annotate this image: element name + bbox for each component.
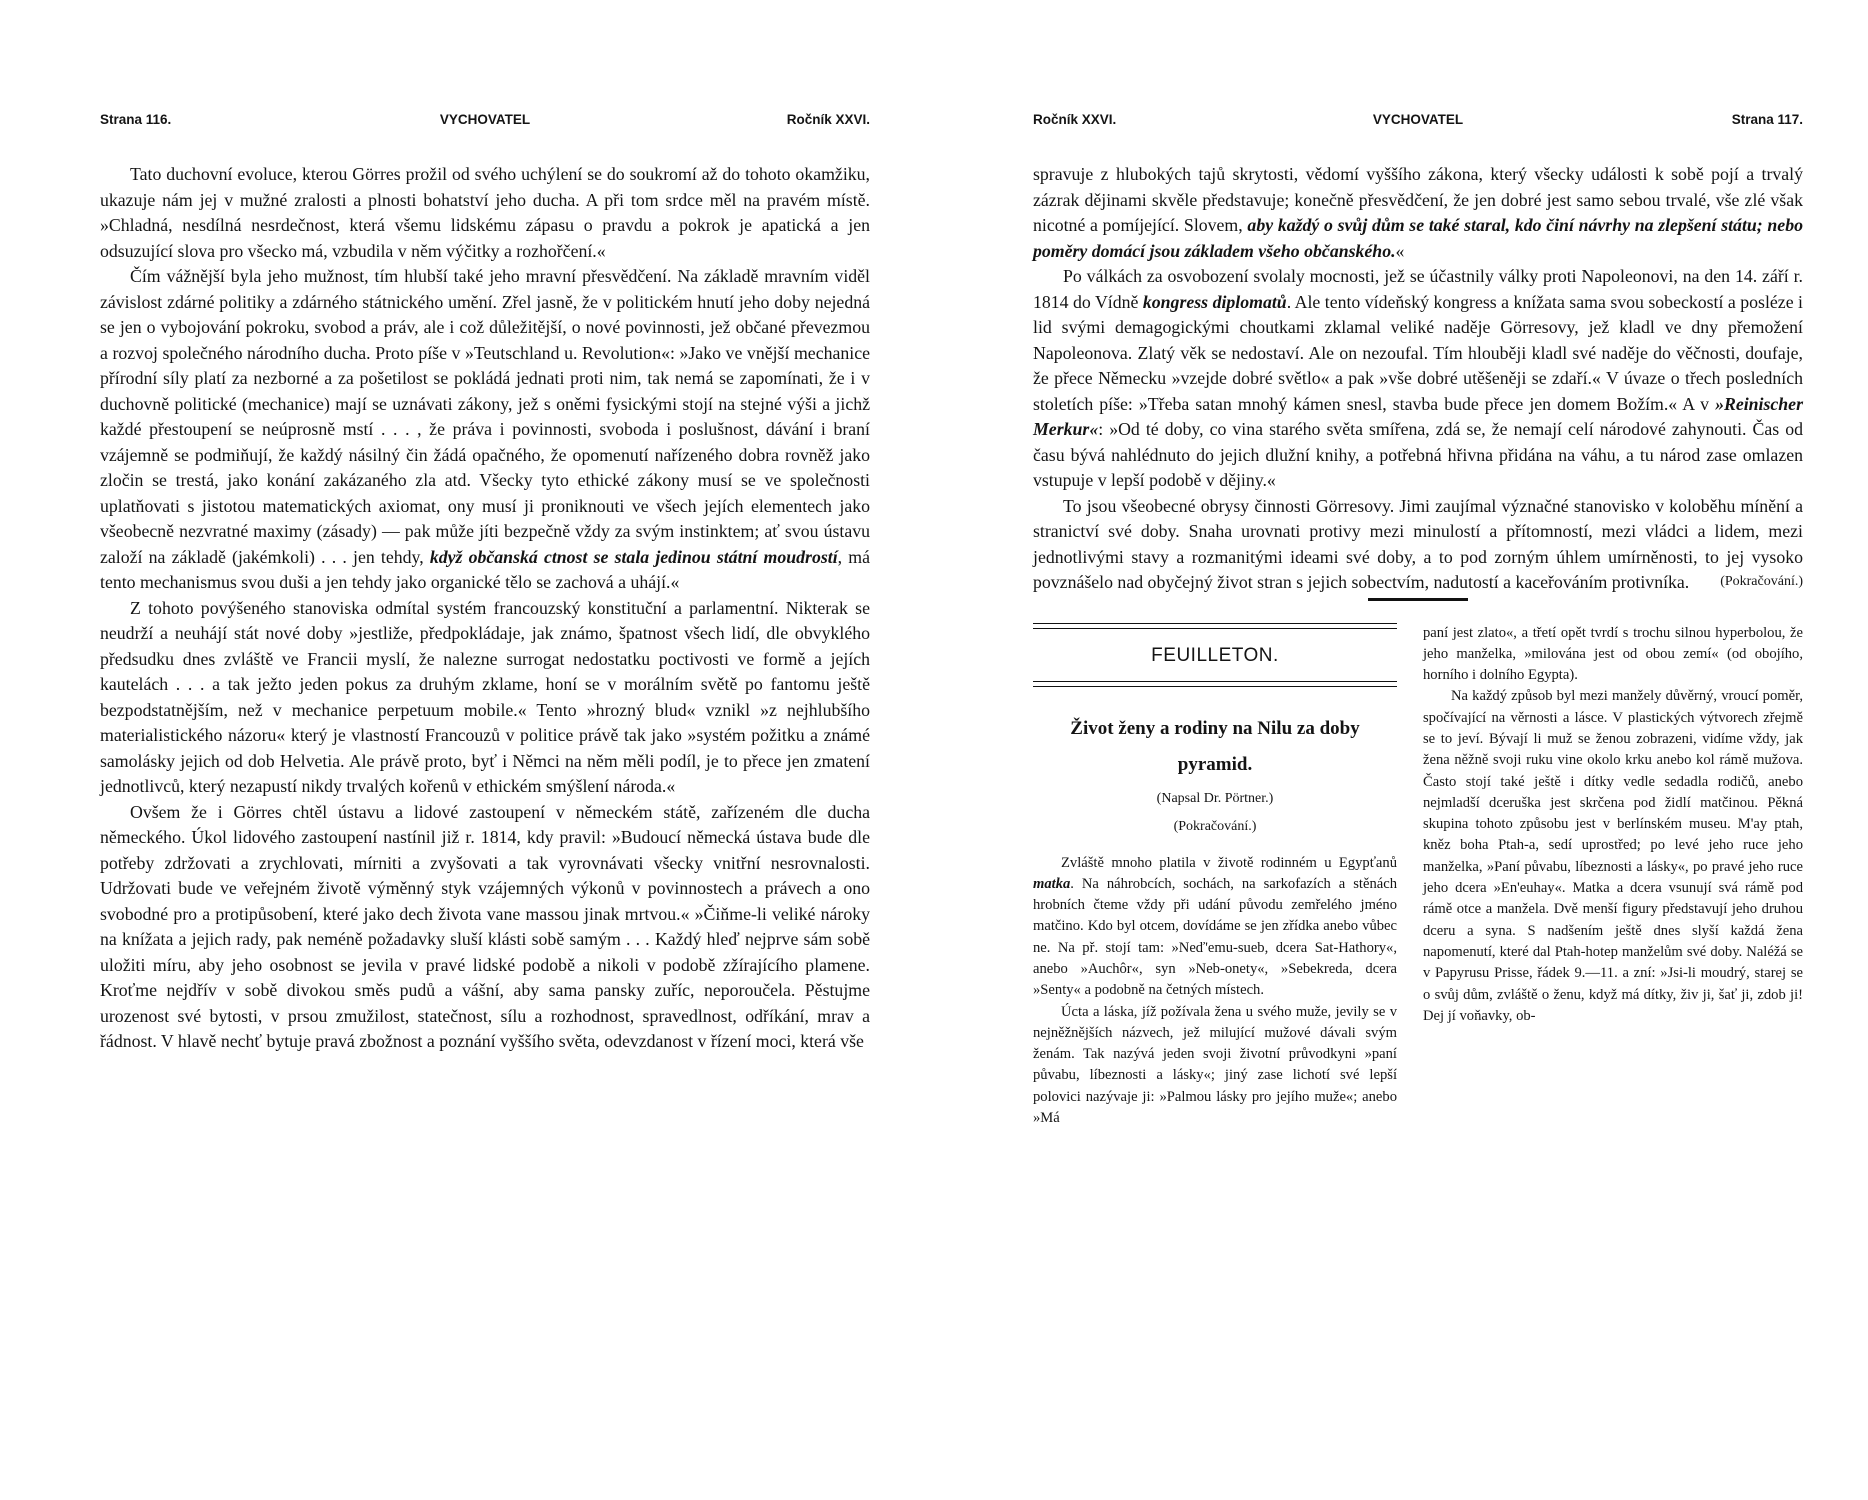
text-run: Po válkách za osvobození svolaly mocnosti, jež se účastnily války proti Napoleonovi, na den 14. září r. 1814 do Vídně	[1033, 266, 1803, 312]
emphasis-text: když občanská ctnost se stala jedinou státní moudrostí	[429, 546, 838, 567]
journal-title: VYCHOVATEL	[439, 112, 531, 127]
emphasis-text: »Reinischer Merkur«	[1033, 393, 1803, 439]
paragraph	[1033, 853, 1397, 1002]
text-run: : »Od té doby, co vina starého světa smířena, zdá se, že nemají celí národové zahynouti. Čas od času bývá nahlédnuto do jejich dlužní knihy, a potřebná hřivna přidána na váhu, a tu národ zase omlazen vstupuje v lepší podobě v dějiny.«	[1033, 419, 1803, 490]
text-run: . Ale tento vídeňský kongress a knížata sama svou sobeckostí a posléze i lid svými demagogickými choutkami zklamal veliké naděje Görresovy, jež kladl ve dny přemožení Napoleonova. Zlatý věk se nedostaví. Ale on nezoufal. Tím hlouběji kladl své naděje do věčnosti, doufaje, že přece Německu »vzejde dobré světlo« a pak »vše dobré utěšeněji se zdaří.« V úvaze o třech posledních stoletích píše: »Třeba satan mnohý kámen snesl, stavba bude přece jen domem Božím.« A v	[1033, 291, 1803, 414]
text-run: Čím vážnější byla jeho mužnost, tím hlubší také jeho mravní přesvědčení. Na základě mravním viděl závislost zdárné politiky a zdárného státnického umění. Zřel jasně, že v politickém hnutí jeho doby nejedná se jen o vybojování pokroku, svobod a práv, ale i což důležitější, o nové povinnosti, jež občané převezmou a rozvoj společného národního ducha. Proto píše v »Teutschland u. Revolution«: »Jako ve vnější mechanice přírodní síly platí za nezborné a za pošetilost se pokládá jednati proti nim, tak nemá se zapomínati, že i v duchovně politické (mechanice) mají se uznávati zákony, jež s oněmi fysickými stojí na stejné výši a jichž každé přestoupení se neúprosně mstí . . . , že práva i povinnosti, svoboda i poslušnost, dávání i braní vzájemně se podmiňují, že každý násilný čin žádá opačného, že opomenutí nařízeného dobra rovněž jako zločin se trestá, jako konání zakázaného zla atd. Všecky tyto ethické zákony musí se ve společnosti uplatňovati s jistotou matematických axiomat, ony musí ji proniknouti ve všech jejích elementech jako všeobecně nezvratné maximy (zásady) — pak může jíti bezpečně vždy za svým instinktem; ať svou ústavu založí na základě (jakémkoli) . . . jen tehdy,	[100, 266, 870, 567]
volume-label: Ročník XXVI.	[1033, 112, 1117, 127]
emphasis-text: aby každý o svůj dům se také staral, kdo činí návrhy na zlepšení státu; nebo poměry domácí jsou základem všeho občanského.	[1033, 215, 1803, 261]
text-run: «	[1395, 240, 1405, 261]
continued-label: (Pokračování.)	[1173, 818, 1257, 834]
text-run: Úcta a láska, jíž požívala žena u svého muže, jevily se v nejněžnějších názvech, jež milující mužové dávali svým ženám. Tak nazývá jeden svoji životní průvodkyni »paní půvabu, líbeznosti a lásky«; jiný zase lichotí své lepší polovici nazývaje ji: »Palmou lásky pro jejího muže«; anebo »Má	[1033, 1003, 1397, 1127]
paragraph	[1423, 686, 1803, 1027]
feuilleton-text	[1033, 853, 1397, 1130]
feuilleton-title: Život ženy a rodiny na Nilu za doby pyramid.	[1070, 717, 1360, 775]
text-run: spravuje z hlubokých tajů skrytosti, vědomí vyššího zákona, který všecky události k sobě pojí a trvalý zázrak dějinami skvěle představuje; konečně přesvědčení, že jen dobré jest samo sebou trvalé, vše zlé však nicotné a pomíjející. Slovem,	[1033, 164, 1803, 235]
text-run: Tato duchovní evoluce, kterou Görres prožil od svého uchýlení se do soukromí až do tohoto okamžiku, ukazuje nám jej v mužné zralosti a plnosti bohatství jeho ducha. A při tom srdce měl na pravém místě. »Chladná, nesdílná nesrdečnost, která všemu lidskému zápasu o pravdu a pokrok je apatická a jen odsuzující slova pro všecko má, vzbudila v něm výčitky a rozhořčení.«	[100, 164, 870, 261]
article-body	[100, 162, 870, 1055]
text-run: Na každý způsob byl mezi manžely důvěrný, vroucí poměr, spočívající na věrnosti a lásce. V plastických výtvorech zřejmě se to jeví. Bývají li muž se ženou zobrazeni, vidíme vždy, jak žena něžně svoji ruku vine okolo krku anebo kol rámě mužova. Často stojí také ještě i dítky vedle sedadla rodičů, anebo nejmladší dceruška jest skrčena pod židlí matčinou. Pěkná skupina tohoto způsobu jest v berlínském museu. M'ay ptah, kněz boha Ptah-a, sedí uprostřed; po levé jeho ruce jeho manželka, »Paní půvabu, líbeznosti a lásky«, po pravé jeho ruce jeho dcera »En'euhay«. Matka a dcera vsunují svá rámě pod rámě otce a manžela. Dvě menší figury představují jeho druhou dceru a syna. S nadšením ještě dnes slyší každá žena napomenutí, které dal Ptah-hotep manželům své doby. Naléžá se v Papyrusu Prisse, řádek 9.—11. a zní: »Jsi-li moudrý, starej se o svůj dům, zvláště o ženu, když má dítky, živ ji, šať ji, zdob ji! Dej jí voňavky, ob-	[1423, 688, 1803, 1024]
paragraph	[100, 162, 870, 264]
feuilleton-heading: FEUILLETON.	[1151, 644, 1279, 666]
page-number: Strana 116.	[100, 112, 172, 127]
page-number: Strana 117.	[1731, 112, 1803, 127]
text-run: paní jest zlato«, a třetí opět tvrdí s trochu silnou hyperbolou, že jeho manželka, »milována jest od obou zemí« (od obojího, horního i dolního Egypta).	[1423, 624, 1803, 684]
paragraph	[1033, 264, 1803, 494]
feuilleton-column-right	[1423, 623, 1803, 1028]
volume-label: Ročník XXVI.	[786, 112, 870, 127]
emphasis-text: kongress diplomatů	[1142, 291, 1287, 312]
text-run: , má tento mechanismus svou duši a jen tehdy jako organické tělo se zachová a uhájí.«	[100, 546, 870, 592]
double-rule	[1033, 681, 1397, 687]
feuilleton-section	[1033, 623, 1803, 1183]
text-run: Zvláště mnoho platila v životě rodinném u Egypťanů	[1061, 854, 1397, 871]
article-body	[1033, 162, 1803, 596]
running-head	[1033, 112, 1803, 134]
paragraph	[1423, 623, 1803, 687]
continued-note: (Pokračování.)	[1720, 573, 1803, 589]
paragraph	[100, 596, 870, 800]
text-run: . Na náhrobcích, sochách, na sarkofazích a stěnách hrobních čteme vždy při udání původu zemřelého jméno matčino. Kdo byl otcem, dovídáme se jen zřídka anebo vůbec ne. Na př. stojí tam: »Neď'emu-sueb, dcera Sat-Hathory«, anebo »Auchôr«, syn »Neb-onety«, »Sebekreda, dcera »Senty« a podobně na četných místech.	[1033, 875, 1397, 999]
journal-title: VYCHOVATEL	[1372, 112, 1464, 127]
feuilleton-column-left	[1033, 623, 1397, 1130]
paragraph	[100, 800, 870, 1055]
paragraph	[100, 264, 870, 596]
running-head	[100, 112, 870, 134]
right-page	[1033, 112, 1803, 1183]
feuilleton-text	[1423, 623, 1803, 1028]
text-run: To jsou všeobecné obrysy činnosti Görresovy. Jimi zaujímal význačné stanovisko v koloběhu mínění a stranictví své doby. Snaha urovnati protivy mezi minulostí a přítomností, mezi vládci a lidem, mezi jednotlivými stavy a rozmanitými ideami své doby, a to pod zorným úhlem umírněnosti, to jej vysoko povznášelo nad obyčejný život stran s jejich sobectvím, nadutostí a kaceřováním protivníka.	[1033, 495, 1803, 592]
author-byline: (Napsal Dr. Pörtner.)	[1156, 790, 1274, 806]
emphasis-text: matka	[1033, 875, 1071, 892]
paragraph	[1033, 1002, 1397, 1130]
end-rule	[1368, 598, 1468, 601]
paragraph	[1033, 162, 1803, 264]
paragraph	[1033, 494, 1803, 596]
left-page	[100, 112, 870, 1055]
text-run: Z tohoto povýšeného stanoviska odmítal systém francouzský konstituční a parlamentní. Nikterak se neudrží a neuhájí stát nové doby »jestliže, předpokládaje, jak známo, špatnost všech lidí, dle obvyklého předsudku dnes zvláště ve Francii myslí, že nalezne surrogat nedostatku poctivosti ve formě a jejích kautelách . . . a tak ježto jeden pokus za druhým zklame, honí se v morálním světě po fantomu ještě bezpodstatnějším, než v mechanice perpetuum mobile.« Tento »hrozný blud« vznikl »z nejhlubšího materialistického názoru« který je vlastností Francouzů v politice právě tak jako »systém požitku a známé samolásky jejich od dob Helvetia. Ale právě proto, byť i Němci na něm měli podíl, je to přece jen zmatení jednotlivců, který nezapustí nikdy trvalých kořenů v ethickém smýšlení národa.«	[100, 597, 870, 796]
text-run: Ovšem že i Görres chtěl ústavu a lidové zastoupení v německém státě, zařízeném dle ducha německého. Úkol lidového zastoupení nastínil již r. 1814, kdy pravil: »Budoucí německá ústava bude dle potřeby zdržovati a zrychlovati, mírniti a zvyšovati a tak vyrovnávati všecky vnitřní nesrovnalosti. Udržovati bude ve veřejném životě výměnný styk vzájemných výkonů v povinnostech a právech a ono svobodné pro a protipůsobení, které jako dech života vane massou jinak mrtvou.« »Čiňme-li veliké nároky na knížata a jejich rady, pak neméně požadavky sluší klásti sobě samým . . . Každý hleď nejprve sám sobě uložiti míru, aby jeho osobnost se jevila v pravé lidské podobě a nikoli v podobě zžírajícího plamene. Kroťme nejdřív v sobě divokou směs pudů a vášní, aby sama pansky zuříc, neporoučela. Pěstujme urozenost své bytosti, v prsou zmužilost, statečnost, sílu a rozhodnost, spravedlnost, odříkání, mrav a řádnost. V hlavě nechť bytuje pravá zbožnost a poznání vyššího světa, odevzdanost v řízení moci, která vše	[100, 801, 870, 1051]
